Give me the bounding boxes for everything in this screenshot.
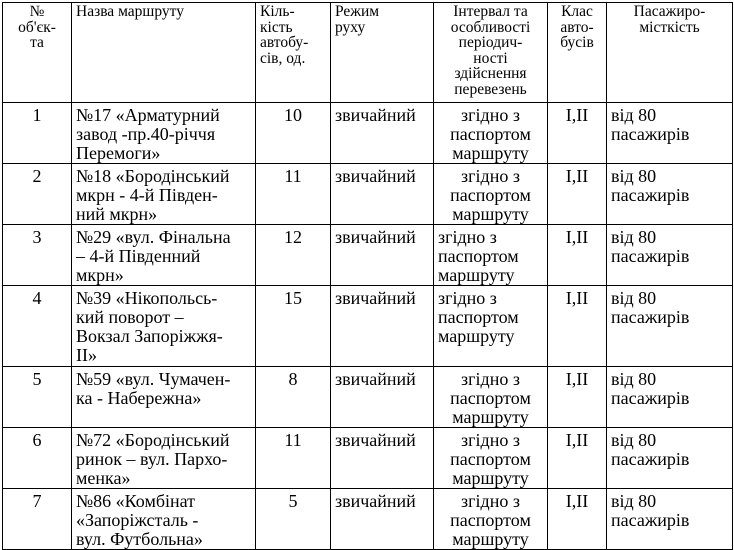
cell-num: 7 (3, 489, 72, 550)
cell-capacity: від 80 пасажирів (607, 286, 733, 367)
header-capacity: Пасажиро- місткість (607, 3, 733, 103)
cell-num: 3 (3, 225, 72, 286)
cell-interval: згідно з паспортом маршруту (434, 286, 548, 367)
cell-capacity: від 80 пасажирів (607, 225, 733, 286)
cell-mode: звичайний (331, 367, 434, 428)
cell-interval: згідно з паспортом маршруту (434, 225, 548, 286)
cell-mode: звичайний (331, 164, 434, 225)
cell-count: 15 (256, 286, 331, 367)
cell-class: І,ІІ (548, 367, 607, 428)
header-count: Кіль- кість автобу- сів, од. (256, 3, 331, 103)
cell-capacity: від 80 пасажирів (607, 164, 733, 225)
cell-route: №86 «Комбінат «Запоріжсталь - вул. Футбольна» (72, 489, 256, 550)
header-interval: Інтервал та особливості періодич- ності здійснення перевезень (434, 3, 548, 103)
cell-class: І,ІІ (548, 225, 607, 286)
cell-route: №39 «Нікопольсь- кий поворот – Вокзал Запоріжжя- ІІ» (72, 286, 256, 367)
cell-count: 11 (256, 428, 331, 489)
cell-mode: звичайний (331, 428, 434, 489)
cell-num: 2 (3, 164, 72, 225)
cell-route: №18 «Бородінський мкрн - 4-й Півден- ний мкрн» (72, 164, 256, 225)
cell-mode: звичайний (331, 225, 434, 286)
table-row (3, 428, 733, 489)
table-row (3, 164, 733, 225)
cell-capacity: від 80 пасажирів (607, 489, 733, 550)
cell-count: 8 (256, 367, 331, 428)
cell-capacity: від 80 пасажирів (607, 428, 733, 489)
cell-capacity: від 80 пасажирів (607, 103, 733, 164)
cell-num: 1 (3, 103, 72, 164)
header-mode: Режим руху (331, 3, 434, 103)
cell-count: 12 (256, 225, 331, 286)
table-row (3, 489, 733, 550)
cell-class: І,ІІ (548, 164, 607, 225)
cell-capacity: від 80 пасажирів (607, 367, 733, 428)
cell-interval: згідно з паспортом маршруту (434, 367, 548, 428)
cell-num: 4 (3, 286, 72, 367)
cell-class: І,ІІ (548, 428, 607, 489)
cell-num: 5 (3, 367, 72, 428)
table-row (3, 225, 733, 286)
cell-interval: згідно з паспортом маршруту (434, 428, 548, 489)
cell-interval: згідно з паспортом маршруту (434, 164, 548, 225)
cell-class: І,ІІ (548, 286, 607, 367)
cell-count: 5 (256, 489, 331, 550)
header-route: Назва маршруту (72, 3, 256, 103)
cell-route: №29 «вул. Фінальна – 4-й Південний мкрн» (72, 225, 256, 286)
cell-mode: звичайний (331, 286, 434, 367)
header-row (3, 3, 733, 103)
cell-mode: звичайний (331, 489, 434, 550)
cell-class: І,ІІ (548, 103, 607, 164)
table-row (3, 286, 733, 367)
cell-interval: згідно з паспортом маршруту (434, 489, 548, 550)
cell-count: 11 (256, 164, 331, 225)
cell-interval: згідно з паспортом маршруту (434, 103, 548, 164)
cell-route: №59 «вул. Чумачен- ка - Набережна» (72, 367, 256, 428)
routes-table (2, 2, 733, 550)
cell-route: №72 «Бородінський ринок – вул. Пархо- менка» (72, 428, 256, 489)
table-row (3, 103, 733, 164)
cell-count: 10 (256, 103, 331, 164)
header-num: № об'єк- та (3, 3, 72, 103)
cell-class: І,ІІ (548, 489, 607, 550)
cell-route: №17 «Арматурний завод -пр.40-річчя Перемоги» (72, 103, 256, 164)
table-row (3, 367, 733, 428)
cell-num: 6 (3, 428, 72, 489)
cell-mode: звичайний (331, 103, 434, 164)
header-class: Клас авто- бусів (548, 3, 607, 103)
